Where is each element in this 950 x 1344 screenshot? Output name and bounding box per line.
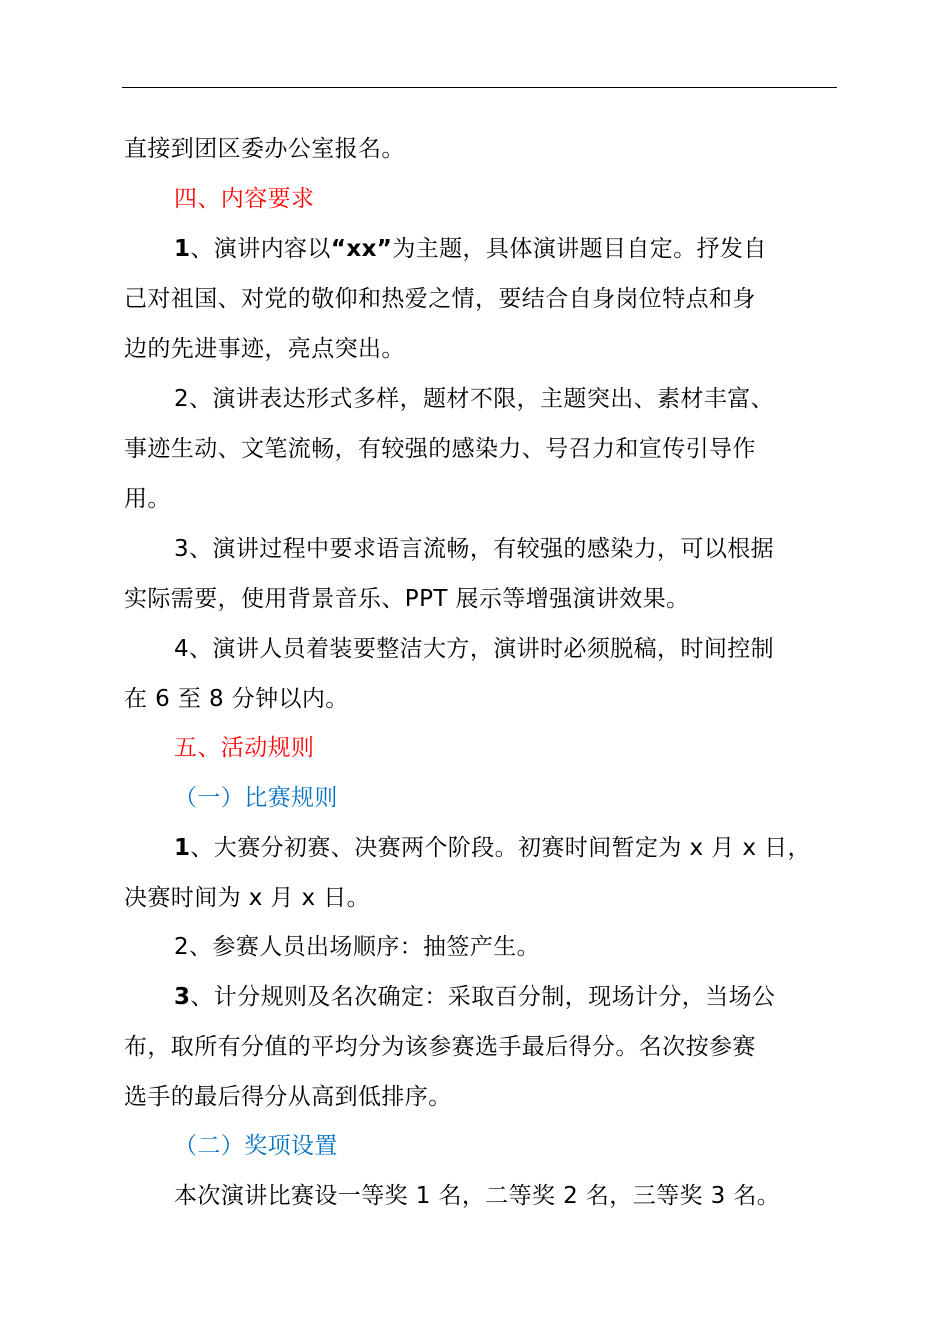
text-line: 4、演讲人员着装要整洁大方，演讲时必须脱稿，时间控制 [174,636,775,662]
text-line: 事迹生动、文笔流畅，有较强的感染力、号召力和宣传引导作 [124,436,756,462]
text-line: 在 6 至 8 分钟以内。 [124,686,349,712]
text-span: 、大赛分初赛、决赛两个阶段。初赛时间暂定为 x 月 x 日， [190,835,811,861]
text-line: 用。 [124,486,171,512]
text-span: 、计分规则及名次确定：采取百分制，现场计分，当场公 [190,984,776,1010]
text-span: 为主题，具体演讲题目自定。抒发自 [392,236,767,262]
text-line: 选手的最后得分从高到低排序。 [124,1084,452,1110]
header-rule [122,87,837,88]
text-span: 、演讲内容以 [190,236,331,262]
text-line: 2、参赛人员出场顺序：抽签产生。 [174,934,541,960]
item-number: 1 [174,835,191,861]
text-line: 本次演讲比赛设一等奖 1 名，二等奖 2 名，三等奖 3 名。 [174,1183,781,1209]
text-line: 己对祖国、对党的敬仰和热爱之情，要结合自身岗位特点和身 [124,286,756,312]
item-number: 3 [174,984,191,1010]
text-line: 实际需要，使用背景音乐、PPT 展示等增强演讲效果。 [124,586,690,612]
paragraph-line [174,982,775,1012]
theme-placeholder: “xx” [330,236,393,262]
paragraph-line [174,234,767,264]
text-line: 边的先进事迹，亮点突出。 [124,336,405,362]
text-line: 3、演讲过程中要求语言流畅，有较强的感染力，可以根据 [174,536,775,562]
section-heading-content-requirements: 四、内容要求 [174,186,315,212]
section-heading-activity-rules: 五、活动规则 [174,735,315,761]
item-number: 1 [174,236,191,262]
subheading-award-settings: （二）奖项设置 [174,1133,338,1159]
text-line: 2、演讲表达形式多样，题材不限，主题突出、素材丰富、 [174,386,775,412]
paragraph-line [174,833,811,863]
text-line: 布，取所有分值的平均分为该参赛选手最后得分。名次按参赛 [124,1034,756,1060]
text-line: 决赛时间为 x 月 x 日。 [124,885,371,911]
text-line: 直接到团区委办公室报名。 [124,136,405,162]
subheading-competition-rules: （一）比赛规则 [174,785,338,811]
